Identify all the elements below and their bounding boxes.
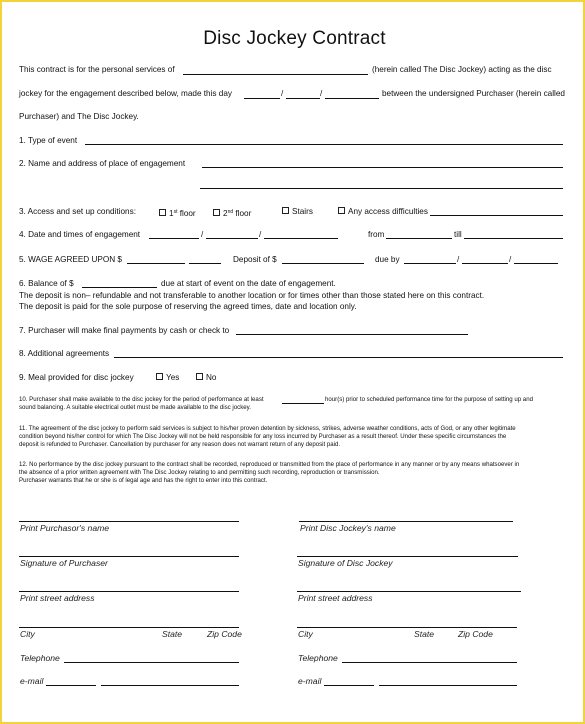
contract-date-day-field[interactable] bbox=[286, 98, 320, 99]
purchaser-name-line[interactable] bbox=[19, 521, 239, 522]
second-floor-checkbox[interactable] bbox=[213, 209, 220, 216]
contract-date-year-field[interactable] bbox=[325, 98, 379, 99]
wage-cents-field[interactable] bbox=[189, 263, 221, 264]
clause-12-b: the absence of a prior written agreement with The Disc Jockey relating to and permitting such recording, reproduction or transmission. bbox=[19, 469, 380, 476]
from-time-field[interactable] bbox=[386, 238, 452, 239]
dj-street-label: Print street address bbox=[298, 593, 373, 603]
balance-label: 6. Balance of $ bbox=[19, 279, 74, 288]
purchaser-street-label: Print street address bbox=[20, 593, 95, 603]
clause-11-a: 11. The agreement of the disc jockey to perform said services is subject to his/her proven detention by sickness, strikes, adverse weather conditions, acts of God, or any other legitimate bbox=[19, 425, 516, 432]
dj-zip-label: Zip Code bbox=[458, 629, 493, 639]
purchaser-telephone-label: Telephone bbox=[20, 653, 60, 663]
meal-no-option[interactable]: No bbox=[196, 373, 216, 383]
type-of-event-field[interactable] bbox=[85, 144, 563, 145]
additional-label: 8. Additional agreements bbox=[19, 349, 110, 358]
till-time-field[interactable] bbox=[464, 238, 563, 239]
balance-text: due at start of event on the date of engagement. bbox=[161, 279, 336, 288]
dj-name-line[interactable] bbox=[299, 521, 513, 522]
dj-email-line-1[interactable] bbox=[324, 685, 374, 686]
reserve-text: The deposit is paid for the sole purpose of reserving the agreed times, date and location only. bbox=[19, 302, 357, 311]
payments-field[interactable] bbox=[236, 334, 468, 335]
date-times-label: 4. Date and times of engagement bbox=[19, 230, 141, 239]
dj-signature-label: Signature of Disc Jockey bbox=[298, 558, 393, 568]
payments-label: 7. Purchaser will make final payments by cash or check to bbox=[19, 326, 230, 335]
type-of-event-label: 1. Type of event bbox=[19, 136, 78, 145]
purchaser-email-line-2[interactable] bbox=[101, 685, 239, 686]
purchaser-signature-line[interactable] bbox=[19, 556, 239, 557]
dj-city-line[interactable] bbox=[297, 627, 517, 628]
stairs-checkbox[interactable] bbox=[282, 207, 289, 214]
engagement-month-field[interactable] bbox=[149, 238, 199, 239]
till-label: till bbox=[454, 230, 462, 239]
purchaser-telephone-line[interactable] bbox=[64, 662, 239, 663]
purchaser-state-label: State bbox=[162, 629, 183, 639]
deposit-label: Deposit of $ bbox=[233, 255, 277, 264]
place-label: 2. Name and address of place of engagement bbox=[19, 159, 186, 168]
place-field-2[interactable] bbox=[200, 188, 563, 189]
dj-email-label: e-mail bbox=[298, 676, 322, 686]
dj-signature-line[interactable] bbox=[297, 556, 518, 557]
purchaser-street-line[interactable] bbox=[19, 591, 239, 592]
first-floor-checkbox[interactable] bbox=[159, 209, 166, 216]
from-label: from bbox=[368, 230, 385, 239]
dj-email-line-2[interactable] bbox=[379, 685, 517, 686]
engagement-year-field[interactable] bbox=[264, 238, 338, 239]
purchaser-email-line-1[interactable] bbox=[46, 685, 96, 686]
wage-label: 5. WAGE AGREED UPON $ bbox=[19, 255, 122, 264]
dj-state-label: State bbox=[414, 629, 435, 639]
intro-line2-b: between the undersigned Purchaser (herein called bbox=[382, 89, 565, 98]
nonrefundable-text: The deposit is non– refundable and not transferable to another location or for times other than those stated here on this contract. bbox=[19, 291, 485, 300]
balance-field[interactable] bbox=[82, 287, 157, 288]
dj-telephone-label: Telephone bbox=[298, 653, 338, 663]
page-title: Disc Jockey Contract bbox=[203, 28, 386, 49]
clause-10-c: sound balancing. A suitable electrical outlet must be made available to the disc jockey. bbox=[19, 404, 251, 411]
deposit-field[interactable] bbox=[282, 263, 364, 264]
meal-no-checkbox[interactable] bbox=[196, 373, 203, 380]
access-difficulties-option[interactable]: Any access difficulties bbox=[338, 207, 428, 217]
purchaser-zip-label: Zip Code bbox=[207, 629, 242, 639]
purchaser-email-label: e-mail bbox=[20, 676, 44, 686]
dj-city-label: City bbox=[298, 629, 313, 639]
access-label: 3. Access and set up conditions: bbox=[19, 207, 136, 216]
performer-name-field[interactable] bbox=[183, 74, 368, 75]
clause-10-a: 10. Purchaser shall make available to the disc jockey for the period of performance at least bbox=[19, 396, 264, 403]
meal-label: 9. Meal provided for disc jockey bbox=[19, 373, 134, 382]
intro-line3: Purchaser) and The Disc Jockey. bbox=[19, 112, 139, 121]
meal-yes-option[interactable]: Yes bbox=[156, 373, 179, 383]
wage-field[interactable] bbox=[127, 263, 185, 264]
intro-line1-b: (herein called The Disc Jockey) acting as the disc bbox=[372, 65, 552, 74]
dj-name-label: Print Disc Jockey's name bbox=[300, 523, 396, 533]
purchaser-signature-label: Signature of Purchaser bbox=[20, 558, 108, 568]
due-year-field[interactable] bbox=[514, 263, 558, 264]
second-floor-option[interactable]: 2nd floor bbox=[213, 207, 251, 219]
first-floor-option[interactable]: 1st floor bbox=[159, 207, 196, 219]
access-difficulties-checkbox[interactable] bbox=[338, 207, 345, 214]
clause-10-b: hour(s) prior to scheduled performance time for the purpose of setting up and bbox=[325, 396, 533, 403]
intro-line2-a: jockey for the engagement described below, made this day bbox=[19, 89, 233, 98]
additional-field[interactable] bbox=[114, 357, 563, 358]
meal-yes-checkbox[interactable] bbox=[156, 373, 163, 380]
clause-12-a: 12. No performance by the disc jockey pursuant to the contract shall be recorded, reproduced or transmitted from the place of performance in any manner or by any means whatsoever in bbox=[19, 461, 520, 468]
due-day-field[interactable] bbox=[462, 263, 508, 264]
purchaser-name-label: Print Purchasor's name bbox=[20, 523, 110, 533]
clause-11-c: deposit is refunded to Purchaser. Cancellation by purchaser for any reason does not warrant return of any deposit paid. bbox=[19, 441, 341, 448]
contract-page: Disc Jockey Contract This contract is for the personal services of (herein called The Disc Jockey) acting as the disc jockey for the engagement described below, made this day / / between the undersigned Purchaser (herein called Purchaser) and The Disc Jockey. 1. Type of event 2. Name and address of place of engagement 3. Access and set up conditions: 1st floor 2nd floor Stairs Any access difficulties 4. Date and times of engagement / / from till 5. WAGE AGREED UPON $ Deposit of $ due by / / 6. Balance of $ due at start of event on the date of engagement. The deposit is non– refundable and not transferable to another location or for times other than those stated here on this contract. The deposit is paid for the sole purpose of reserving the agreed times, date and location only. 7. Purchaser will make final payments by cash or check to 8. Additional agreements 9. Meal provided for disc jockey Yes No 10. Purchaser shall make available to the disc jockey for the period of performance at least hour(s) prior to scheduled performance time for the purpose of setting up and sound balancing. A suitable electrical outlet must be made available to the disc jockey. 11. The agreement of the disc jockey to perform said services is subject to his/her proven detention by sickness, strikes, adverse weather conditions, acts of God, or any other legitimate condition beyond his/her control for which The Disc Jockey will not be held responsible for any loss incurred by Purchaser as a result thereof. Under these specific circumstances the deposit is refunded to Purchaser. Cancellation by purchaser for any reason does not warrant return of any deposit paid. 12. No performance by the disc jockey pursuant to the contract shall be recorded, reproduced or transmitted from the place of performance in any manner or by any means whatsoever in the absence of a prior written agreement with The Disc Jockey relating to and permitting such recording, reproduction or transmission. Purchaser warrants that he or she is of legal age and has the right to enter into this contract. Print Purchasor's name Signature of Purchaser Print street address City State Zip Code Telephone e-mail Print Disc Jockey's name Signature of Disc Jockey Print street address City State Zip Code Telephone e-mail bbox=[0, 0, 585, 724]
purchaser-city-label: City bbox=[20, 629, 35, 639]
dj-street-line[interactable] bbox=[297, 591, 521, 592]
stairs-option[interactable]: Stairs bbox=[282, 207, 313, 217]
clause-12-c: Purchaser warrants that he or she is of legal age and has the right to enter into this contract. bbox=[19, 477, 268, 484]
intro-line1-a: This contract is for the personal services of bbox=[19, 65, 175, 74]
engagement-day-field[interactable] bbox=[206, 238, 258, 239]
due-month-field[interactable] bbox=[404, 263, 456, 264]
setup-hours-field[interactable] bbox=[282, 403, 324, 404]
place-field-1[interactable] bbox=[202, 167, 563, 168]
purchaser-city-line[interactable] bbox=[19, 627, 239, 628]
due-by-label: due by bbox=[375, 255, 400, 264]
dj-telephone-line[interactable] bbox=[342, 662, 517, 663]
contract-date-month-field[interactable] bbox=[244, 98, 280, 99]
clause-11-b: condition beyond his/her control for which The Disc Jockey will not be held responsible for any loss incurred by Purchaser as a result thereof. Under these specific circumstances the bbox=[19, 433, 507, 440]
access-difficulties-field[interactable] bbox=[430, 215, 563, 216]
